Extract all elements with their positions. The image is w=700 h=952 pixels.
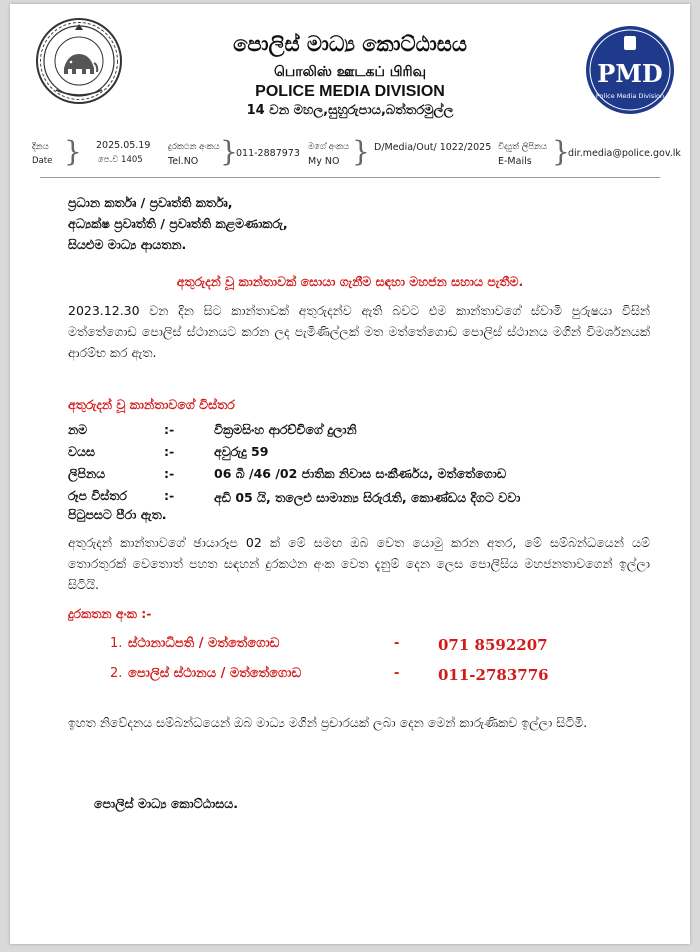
contact-row	[110, 636, 610, 666]
details-heading: අතුරුදන් වූ කාන්තාවගේ විස්තර	[68, 397, 235, 412]
office-title-tamil: பொலிஸ் ஊடகப் பிரிவு	[273, 64, 427, 80]
paragraph-closing: ඉහත නිවේදනය සම්බන්ධයෙන් ඔබ මාධ්‍ය මගින් ප්‍රචාරයක් ලබා දෙන මෙන් කාරුණිකව ඉල්ලා සිටිමි.	[68, 715, 588, 730]
my-no-label-en: My NO	[308, 156, 340, 167]
detail-row-name	[68, 422, 658, 444]
header-divider	[40, 177, 660, 178]
date-value: 2025.05.19	[96, 140, 151, 151]
detail-label: රූප විස්තර	[68, 488, 127, 503]
contact-dash: -	[394, 636, 400, 651]
brace-icon: }	[352, 135, 370, 168]
contact-number: 1.	[110, 636, 123, 651]
detail-value: අවුරුදු 59	[214, 444, 269, 459]
office-title-sinhala: පොලිස් මාධ්‍ය කොට්ඨාසය	[233, 32, 467, 56]
contact-number: 2.	[110, 666, 123, 681]
paragraph-intro: 2023.12.30 වන දින සිට කාන්තාවක් අතුරුදන්ව ඇති බවට එම කාන්තාවගේ ස්වාමි පුරුෂයා විසින් මත්තේගොඩ පොලිස් ස්ථානයට කරන ලද පැමිණිල්ලක් මත මත්තේගොඩ පොලිස් ස්ථානය මගින් විමර්ශනයක් ආරම්භ කර ඇත.	[68, 303, 650, 360]
addressee-line: සියළුම මාධ්‍ය ආයතන.	[68, 237, 187, 252]
date-label-en: Date	[32, 156, 53, 166]
contact-name: පොලිස් ස්ථානය / මත්තේගොඩ	[128, 666, 302, 681]
detail-label: වයස	[68, 444, 95, 459]
detail-value-continued: පිටුපසට පීරා ඇත.	[68, 507, 167, 522]
brace-icon: }	[220, 135, 238, 168]
email-label-en: E-Mails	[498, 156, 532, 167]
details-table	[68, 422, 658, 528]
detail-separator: :-	[164, 488, 175, 503]
pmd-logo-subtext: Police Media Division	[595, 92, 665, 100]
addressee-line: අධ්‍යක්ෂ ප්‍රවෘත්ති / ප්‍රවෘත්ති කළමණාකරු,	[68, 216, 288, 231]
detail-value: 06 බී /46 /02 ජාතික නිවාස සංකීර්ණය, මත්තේගොඩ	[214, 466, 507, 481]
office-title-english: POLICE MEDIA DIVISION	[255, 83, 445, 100]
detail-separator: :-	[164, 444, 175, 459]
reference-bar	[24, 134, 684, 172]
contact-name: ස්ථානාධිපති / මත්තේගොඩ	[128, 636, 280, 651]
detail-separator: :-	[164, 466, 175, 481]
contacts-heading: දුරකතන අංක :-	[68, 606, 152, 621]
detail-label: ලිපිනය	[68, 466, 106, 481]
email-value: dir.media@police.gov.lk	[568, 148, 681, 159]
email-label-si: විද්‍යුත් ලිපිනය	[498, 142, 547, 152]
detail-row-address	[68, 466, 658, 488]
time-value: පෙ.ව 1405	[98, 155, 143, 165]
brace-icon: }	[552, 135, 570, 168]
pmd-logo-icon	[584, 24, 676, 116]
document-page	[10, 4, 690, 944]
tel-label-si: දුරකථන අංකය	[168, 142, 220, 152]
letterhead	[10, 4, 690, 129]
addressee-line: ප්‍රධාන කර්තෘ / ප්‍රවෘත්ති කර්තෘ,	[68, 195, 233, 210]
detail-separator: :-	[164, 422, 175, 437]
addressee-block	[68, 192, 650, 255]
office-address: 14 වන මහල,සුහුරුපාය,බත්තරමුල්ල	[246, 103, 454, 118]
contact-dash: -	[394, 666, 400, 681]
detail-value: වික්‍රමසිංහ ආරච්චිගේ දුලානි	[214, 422, 357, 437]
detail-row-age	[68, 444, 658, 466]
pmd-logo-text: PMD	[597, 59, 663, 88]
tel-value: 011-2887973	[236, 148, 300, 159]
detail-value: අඩි 05 යි, තලෙළු සාමාන්‍ය සිරුරැති, කොණ්ඩය දිගට වවා	[214, 490, 521, 505]
my-no-label-si: මගේ අංකය	[308, 142, 350, 152]
contact-phone: 011-2783776	[438, 666, 549, 684]
contact-row	[110, 666, 610, 696]
contacts-list	[110, 636, 610, 696]
detail-label: නම	[68, 422, 88, 437]
subject-line: අතුරුදන් වූ කාන්තාවක් සොයා ගැනීම සඳහා මහජන සහාය පැතීම.	[176, 274, 524, 289]
paragraph-request: අතුරුදන් කාන්තාවගේ ඡායාරූප 02 ක් මේ සමඟ ඔබ වෙත යොමු කරන අතර, මේ සම්බන්ධයෙන් යම් තොරතුරක් වෙතොත් පහත සඳහන් දුරකථන අංක වෙත දැනුම් දෙන ලෙස පොලීසිය මහජනතාවගෙන් ඉල්ලා සිටියි.	[68, 535, 650, 592]
brace-icon: }	[64, 135, 82, 168]
date-label-si: දිනය	[32, 142, 49, 152]
signoff: පොලිස් මාධ්‍ය කොට්ඨාසය.	[94, 796, 238, 811]
detail-row-description	[68, 488, 658, 528]
contact-phone: 071 8592207	[438, 636, 548, 654]
tel-label-en: Tel.NO	[168, 156, 199, 167]
my-no-value: D/Media/Out/ 1022/2025	[374, 142, 492, 153]
